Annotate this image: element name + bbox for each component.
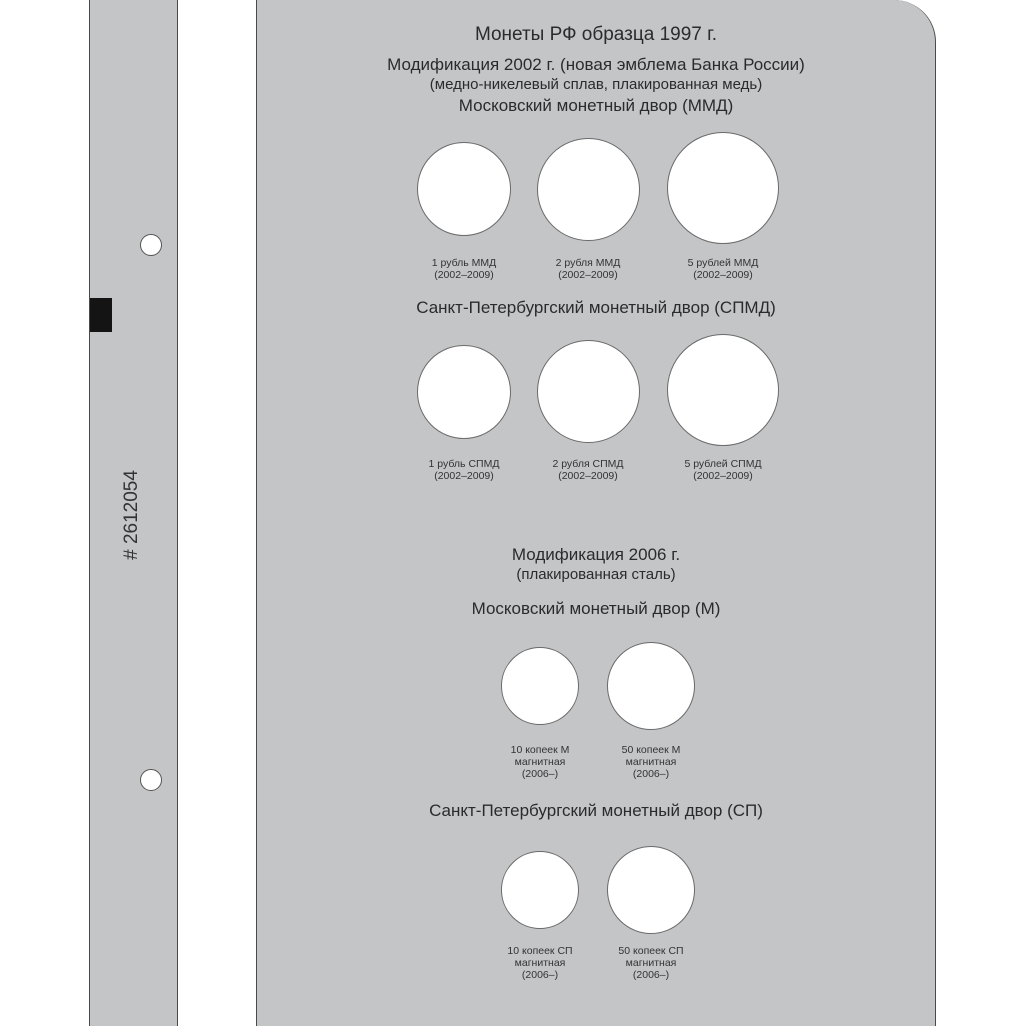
coin-slot-2-rub-mmd: [537, 138, 640, 241]
coin-caption: 50 копеек М магнитная (2006–): [621, 744, 681, 780]
coin-slot-1-rub-mmd: [417, 142, 511, 236]
coin-caption: 1 рубль СПМД (2002–2009): [428, 458, 500, 482]
coin-slot-10-kop-m: [501, 647, 579, 725]
coin-album-page: [256, 0, 936, 1026]
modification-2002-alloy: (медно-никелевый сплав, плакированная медь): [429, 76, 763, 93]
coin-caption: 5 рублей ММД (2002–2009): [687, 257, 759, 281]
coin-caption: 1 рубль ММД (2002–2009): [431, 257, 497, 281]
coin-slot-1-rub-spmd: [417, 345, 511, 439]
coin-caption: 2 рубля СПМД (2002–2009): [552, 458, 624, 482]
coin-slot-2-rub-spmd: [537, 340, 640, 443]
binder-hole-top: [140, 234, 162, 256]
coin-caption: 10 копеек СП магнитная (2006–): [507, 945, 573, 981]
coin-slot-50-kop-sp: [607, 846, 695, 934]
modification-2002-heading: Модификация 2002 г. (новая эмблема Банка России): [387, 55, 805, 74]
mint-sp-heading: Санкт-Петербургский монетный двор (СП): [429, 801, 763, 820]
black-marker: [90, 298, 112, 332]
coin-caption: 5 рублей СПМД (2002–2009): [684, 458, 762, 482]
coin-slot-5-rub-spmd: [667, 334, 779, 446]
catalog-number: # 2612054: [121, 470, 142, 560]
coin-caption: 50 копеек СП магнитная (2006–): [618, 945, 684, 981]
mint-mmd-heading: Московский монетный двор (ММД): [458, 96, 734, 115]
coin-caption: 2 рубля ММД (2002–2009): [555, 257, 621, 281]
mint-m-heading: Московский монетный двор (М): [471, 599, 721, 618]
coin-slot-10-kop-sp: [501, 851, 579, 929]
page-title: Монеты РФ образца 1997 г.: [474, 24, 718, 45]
modification-2006-material: (плакированная сталь): [516, 566, 676, 583]
mint-spmd-heading: Санкт-Петербургский монетный двор (СПМД): [416, 298, 776, 317]
binder-strip: [89, 0, 178, 1026]
coin-caption: 10 копеек М магнитная (2006–): [510, 744, 570, 780]
coin-slot-5-rub-mmd: [667, 132, 779, 244]
binder-hole-bottom: [140, 769, 162, 791]
modification-2006-heading: Модификация 2006 г.: [511, 545, 681, 564]
coin-slot-50-kop-m: [607, 642, 695, 730]
